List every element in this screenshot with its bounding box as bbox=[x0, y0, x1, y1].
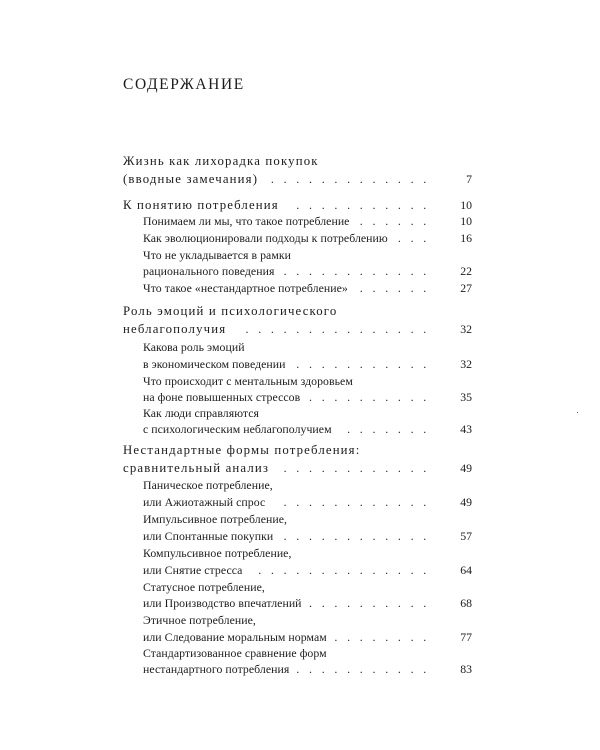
toc-entry-text: К понятию потребления bbox=[123, 198, 279, 212]
dot-leader: ....... bbox=[347, 422, 436, 436]
dot-leader: ............ bbox=[283, 461, 436, 475]
toc-chapter-line bbox=[123, 302, 472, 321]
toc-entry-text: Что происходит с ментальным здоровьем bbox=[143, 374, 353, 388]
toc-page-number: 10 bbox=[460, 198, 472, 212]
toc-page-number: 27 bbox=[460, 281, 472, 295]
toc-entry-text: Как люди справляются bbox=[143, 406, 260, 420]
toc-section-line bbox=[143, 660, 472, 679]
toc-chapter-line bbox=[123, 170, 472, 189]
toc-page-number: 22 bbox=[460, 264, 472, 278]
toc-page-number: 68 bbox=[460, 596, 472, 610]
toc-entry-text: Какова роль эмоций bbox=[143, 340, 245, 354]
toc-entry-text: Жизнь как лихорадка покупок bbox=[123, 154, 319, 168]
toc-entry-text: нестандартного потребления bbox=[143, 662, 290, 676]
toc-entry-text: Как эволюционировали подходы к потреблению bbox=[143, 231, 388, 245]
toc-entry-text: или Производство впечатлений bbox=[143, 596, 302, 610]
toc-chapter-line bbox=[123, 441, 472, 460]
page-edge-mark bbox=[577, 412, 578, 413]
dot-leader: ........... bbox=[296, 198, 436, 212]
toc-page-number: 64 bbox=[460, 563, 472, 577]
dot-leader: .......... bbox=[309, 596, 436, 610]
toc-page-number: 77 bbox=[460, 630, 472, 644]
toc-entry-text: Импульсивное потребление, bbox=[143, 512, 287, 526]
toc-page-number: 57 bbox=[460, 529, 472, 543]
dot-leader: ............ bbox=[283, 264, 436, 278]
toc-entry-text: или Следование моральным нормам bbox=[143, 630, 327, 644]
toc-entry-text: Нестандартные формы потребления: bbox=[123, 443, 361, 457]
toc-entry-text: или Снятие стресса bbox=[143, 563, 243, 577]
dot-leader: ........... bbox=[296, 357, 436, 371]
toc-entry-text: с психологическим неблагополучием bbox=[143, 422, 332, 436]
dot-leader: .............. bbox=[258, 563, 436, 577]
toc-page-number: 10 bbox=[460, 214, 472, 228]
toc-page-number: 43 bbox=[460, 422, 472, 436]
toc-entry-text: в экономическом поведении bbox=[143, 357, 286, 371]
toc-page-number: 32 bbox=[460, 357, 472, 371]
toc-entry-text: или Ажиотажный спрос bbox=[143, 495, 266, 509]
dot-leader: ... bbox=[397, 231, 436, 245]
toc-entry-text: сравнительный анализ bbox=[123, 461, 270, 475]
toc-chapter-line bbox=[123, 152, 472, 171]
toc-entry-text: Компульсивное потребление, bbox=[143, 546, 292, 560]
toc-section-line bbox=[143, 279, 472, 298]
toc-page-number: 35 bbox=[460, 390, 472, 404]
dot-leader: .......... bbox=[309, 390, 436, 404]
toc-chapter-line bbox=[123, 320, 472, 339]
toc-entry-text: Что такое «нестандартное потребление» bbox=[143, 281, 348, 295]
dot-leader: ............. bbox=[270, 172, 436, 186]
dot-leader: ............... bbox=[245, 322, 436, 336]
toc-entry-text: Понимаем ли мы, что такое потребление bbox=[143, 214, 350, 228]
toc-entry-text: Что не укладывается в рамки bbox=[143, 248, 292, 262]
dot-leader: ............ bbox=[283, 529, 436, 543]
toc-entry-text: Статусное потребление, bbox=[143, 580, 265, 594]
toc-page-number: 7 bbox=[466, 172, 472, 186]
toc-section-line bbox=[143, 420, 472, 439]
toc-page-number: 83 bbox=[460, 662, 472, 676]
toc-entry-text: на фоне повышенных стрессов bbox=[143, 390, 301, 404]
toc-page-number: 16 bbox=[460, 231, 472, 245]
toc-entry-text: или Спонтанные покупки bbox=[143, 529, 274, 543]
toc-page-number: 49 bbox=[460, 461, 472, 475]
toc-entry-text: неблагополучия bbox=[123, 322, 227, 336]
toc-entry-text: Стандартизованное сравнение форм bbox=[143, 646, 327, 660]
toc-entry-text: Паническое потребление, bbox=[143, 478, 273, 492]
dot-leader: ........ bbox=[334, 630, 436, 644]
dot-leader: ...... bbox=[359, 214, 436, 228]
toc-page-number: 32 bbox=[460, 322, 472, 336]
dot-leader: ............ bbox=[283, 495, 436, 509]
toc-entry-text: Роль эмоций и психологического bbox=[123, 304, 338, 318]
dot-leader: ........... bbox=[296, 662, 436, 676]
toc-page-number: 49 bbox=[460, 495, 472, 509]
toc-entry-text: (вводные замечания) bbox=[123, 172, 259, 186]
toc-entry-text: Этичное потребление, bbox=[143, 613, 256, 627]
dot-leader: ...... bbox=[359, 281, 436, 295]
toc-entry-text: рационального поведения bbox=[143, 264, 275, 278]
page-title: СОДЕРЖАНИЕ bbox=[123, 76, 245, 93]
